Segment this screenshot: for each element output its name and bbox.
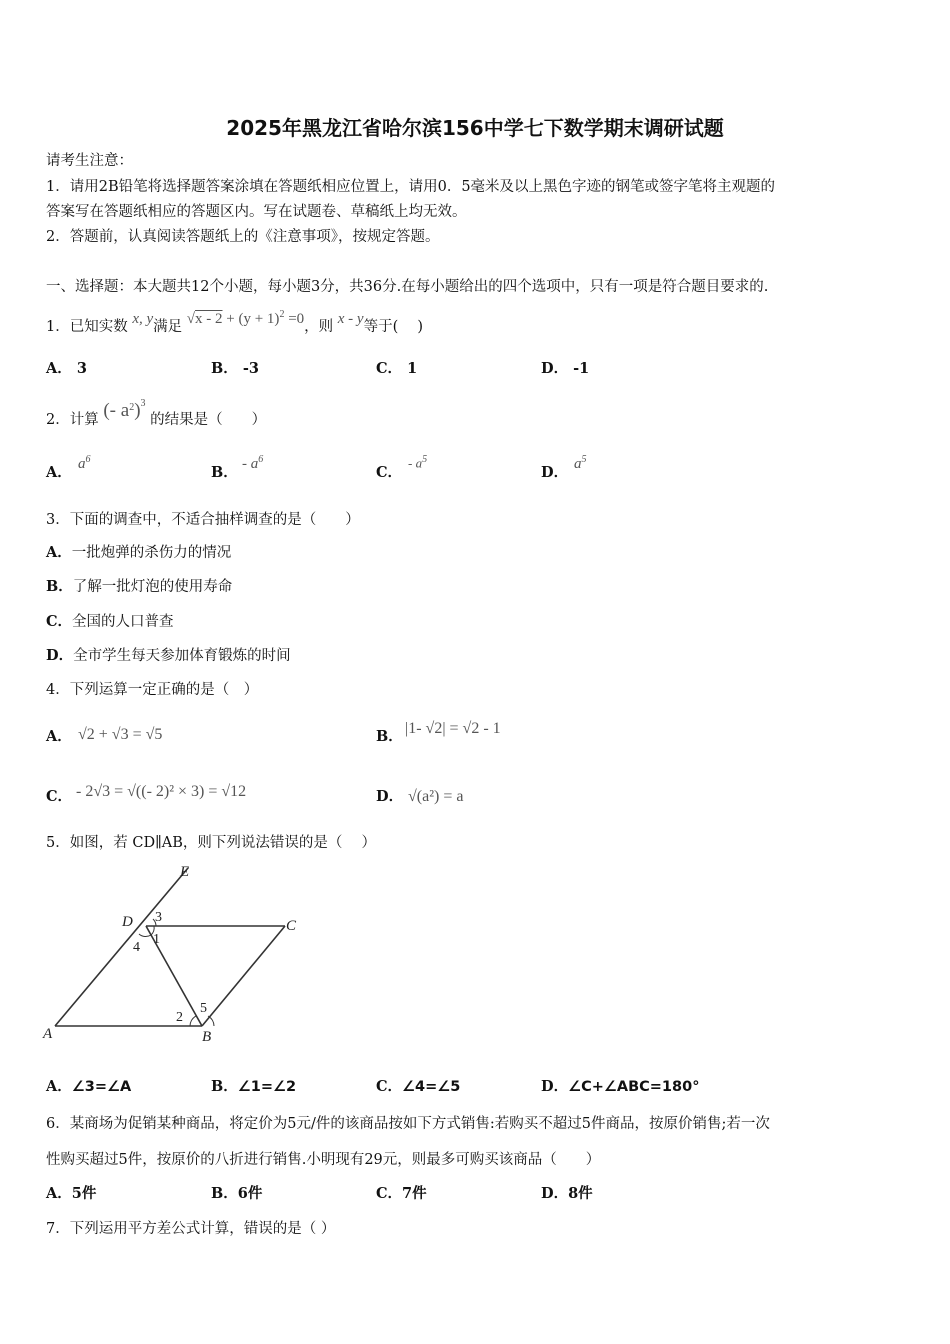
- question-text: 的结果是（ ）: [150, 412, 267, 428]
- question-2: [46, 398, 267, 429]
- question-text: 已知实数: [69, 319, 128, 335]
- label-d: D: [122, 914, 133, 930]
- notice-line-1b: 答案写在答题纸相应的答题区内。写在试题卷、草稿纸上均无效。: [46, 204, 467, 220]
- math-equation: $√x - 2 + (y + 1)^2 =0$: [186, 309, 305, 327]
- line-ae: [55, 868, 188, 1026]
- math-vars: x, y: [132, 311, 154, 327]
- label-c: C: [286, 918, 297, 934]
- label-angle-2: 2: [176, 1010, 183, 1025]
- notice-line-1a: 1．请用2B铅笔将选择题答案涂填在答题纸相应位置上，请用0．5毫米及以上黑色字迹的钢笔或签字笔将主观题的: [46, 179, 776, 195]
- notice-heading: 请考生注意：: [46, 153, 133, 169]
- label-angle-4: 4: [133, 940, 140, 955]
- q4-option-b[interactable]: B．: [376, 728, 403, 745]
- question-text: ，则: [304, 319, 334, 335]
- q6-option-a[interactable]: A．5件: [46, 1185, 97, 1202]
- q2-option-d-value: $a^5$: [574, 454, 587, 472]
- q2-option-a[interactable]: A．: [46, 464, 72, 481]
- question-3: 3．下面的调查中，不适合抽样调查的是（ ）: [46, 512, 360, 528]
- label-b: B: [202, 1029, 212, 1045]
- q2-option-b[interactable]: B．: [211, 464, 238, 481]
- q5-option-a[interactable]: A．∠3=∠A: [46, 1078, 132, 1095]
- label-e: E: [180, 864, 190, 880]
- label-a: A: [43, 1026, 53, 1042]
- q1-option-c[interactable]: C． 1: [376, 360, 418, 377]
- geometry-figure: [40, 860, 310, 1050]
- label-angle-1: 1: [153, 932, 160, 947]
- question-4: 4．下列运算一定正确的是（ ）: [46, 682, 259, 698]
- q2-option-c-value: - $a^5$: [408, 454, 428, 471]
- label-angle-3: 3: [155, 910, 162, 925]
- q5-option-c[interactable]: C．∠4=∠5: [376, 1078, 461, 1095]
- section-1-heading: 一、选择题：本大题共12个小题，每小题3分，共36分.在每小题给出的四个选项中，只有一项是符合题目要求的.: [46, 279, 769, 295]
- question-1: [46, 309, 424, 336]
- q1-option-d[interactable]: D． -1: [541, 360, 590, 377]
- q6-option-d[interactable]: D．8件: [541, 1185, 593, 1202]
- q3-option-d[interactable]: D．全市学生每天参加体育锻炼的时间: [46, 647, 291, 664]
- q4-option-b-value: |1- √2| = √2 - 1: [405, 720, 501, 737]
- q3-option-c[interactable]: C．全国的人口普查: [46, 613, 174, 630]
- question-number: 2．: [46, 412, 70, 428]
- q4-option-a-value: √2 + √3 = √5: [78, 726, 163, 743]
- q2-option-a-value: $a^6$: [78, 454, 91, 472]
- angle-2-arc: [190, 1016, 196, 1026]
- q2-option-d[interactable]: D．: [541, 464, 569, 481]
- page-title: 2025年黑龙江省哈尔滨156中学七下数学期末调研试题: [226, 116, 724, 140]
- math-expression: (- $a^2)^3$: [103, 398, 146, 421]
- q2-option-c[interactable]: C．: [376, 464, 403, 481]
- question-7: 7．下列运用平方差公式计算，错误的是（ ）: [46, 1221, 336, 1237]
- question-number: 1．: [46, 319, 70, 335]
- q5-option-d[interactable]: D．∠C+∠ABC=180°: [541, 1078, 700, 1095]
- q4-option-c-value: - 2√3 = √((- 2)² × 3) = √12: [76, 783, 247, 800]
- q5-option-b[interactable]: B．∠1=∠2: [211, 1078, 297, 1095]
- q3-option-a[interactable]: A．一批炮弹的杀伤力的情况: [46, 544, 232, 561]
- label-angle-5: 5: [200, 1001, 207, 1016]
- notice-line-2: 2．答题前，认真阅读答题纸上的《注意事项》，按规定答题。: [46, 229, 440, 245]
- q1-option-a[interactable]: A． 3: [46, 360, 87, 377]
- q1-option-b[interactable]: B． -3: [211, 360, 259, 377]
- angle-4-arc: [139, 934, 151, 937]
- line-cb: [202, 926, 285, 1026]
- q4-option-d-value: √(a²) = a: [408, 788, 464, 805]
- question-6-line-1: 6．某商场为促销某种商品，将定价为5元/件的该商品按如下方式销售:若购买不超过5件商品，按原价销售;若一次: [46, 1116, 770, 1132]
- q3-option-b[interactable]: B．了解一批灯泡的使用寿命: [46, 578, 233, 595]
- q4-option-c[interactable]: C．: [46, 788, 73, 805]
- question-text: 等于( ): [363, 319, 424, 335]
- question-text: 计算: [69, 412, 99, 428]
- math-expression: x - y: [337, 311, 364, 327]
- q6-option-c[interactable]: C．7件: [376, 1185, 427, 1202]
- question-text: 满足: [153, 319, 183, 335]
- question-6-line-2: 性购买超过5件，按原价的八折进行销售.小明现有29元，则最多可购买该商品（ ）: [46, 1152, 601, 1168]
- question-5: 5．如图，若 CD∥AB，则下列说法错误的是（ ）: [46, 835, 376, 851]
- q4-option-a[interactable]: A．: [46, 728, 72, 745]
- q2-option-b-value: - $a^6$: [242, 454, 264, 472]
- q6-option-b[interactable]: B．6件: [211, 1185, 263, 1202]
- q4-option-d[interactable]: D．: [376, 788, 404, 805]
